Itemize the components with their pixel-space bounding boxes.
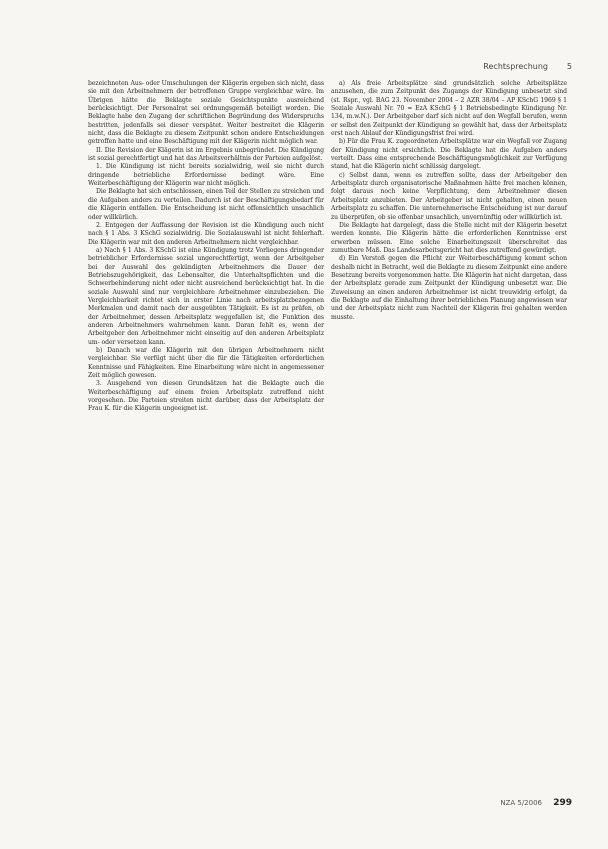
paragraph: b) Danach war die Klägerin mit den übrigen Arbeitnehmern nicht vergleichbar. Sie verfügt nicht über die für die Tätigkeiten erforderlichen Kenntnisse und Fähigkeiten. Eine Einarbeitung wäre nicht in angemessener Zeit möglich gewesen. (88, 347, 324, 380)
section-title: Rechtsprechung (483, 62, 548, 71)
paragraph: 1. Die Kündigung ist nicht bereits sozialwidrig, weil sie nicht durch dringende betriebliche Erfordernisse bedingt wäre. Eine Weiterbeschäftigung der Klägerin war nicht möglich. (88, 163, 324, 188)
page-header (0, 0, 608, 18)
paragraph: a) Nach § 1 Abs. 3 KSchG ist eine Kündigung trotz Vorliegens dringender betrieblicher Erfordernisse sozial ungerechtfertigt, wenn der Arbeitgeber bei der Auswahl des gekündigten Arbeitnehmers die Dauer der Betriebszugehörigkeit, das Lebensalter, die Unterhaltspflichten und die Schwerbehinderung nicht oder nicht ausreichend berücksichtigt hat. In die soziale Auswahl sind nur vergleichbare Arbeitnehmer einzubeziehen. Die Vergleichbarkeit richtet sich in erster Linie nach arbeitsplatzbezogenen Merkmalen und damit nach der ausgeübten Tätigkeit. Es ist zu prüfen, ob der Arbeitnehmer, dessen Arbeitsplatz weggefallen ist, die Funktion des anderen Arbeitnehmers wahrnehmen kann. Daran fehlt es, wenn der Arbeitgeber den Arbeitnehmer nicht einseitig auf den anderen Arbeitsplatz um- oder versetzen kann. (88, 246, 324, 346)
paragraph: bezeichneten Aus- oder Umschulungen der Klägerin ergeben sich nicht, dass sie mit den Arbeitnehmern der betroffenen Gruppe vergleichbar wäre. Im Übrigen hätte die Beklagte soziale Gesichtspunkte ausreichend berücksichtigt. Der Personalrat sei ordnungsgemäß beteiligt worden. Die Beklagte habe den Zugang der schriftlichen Begründung des Widerspruchs bestritten, jedenfalls sei dieser verspätet. Weiter bestreitet die Klägerin nicht, dass die Beklagte zu diesem Zeitpunkt schon andere Entscheidungen getroffen hatte und eine Beschäftigung mit der Klägerin nicht möglich war. (88, 80, 324, 146)
page-number: 299 (553, 798, 572, 808)
paragraph: d) Ein Verstoß gegen die Pflicht zur Weiterbeschäftigung kommt schon deshalb nicht in Betracht, weil die Beklagte zu diesem Zeitpunkt eine andere Besetzung bereits vorgenommen hatte. Die Klägerin hat nicht dargetan, dass der Arbeitsplatz gerade zum Zeitpunkt der Kündigung unbesetzt war. Die Zuweisung an einen anderen Arbeitnehmer ist nicht treuwidrig erfolgt, da die Beklagte auf die Einhaltung ihrer betrieblichen Planung angewiesen war und der Arbeitsplatz nicht zum Nachteil der Klägerin frei gehalten werden musste. (331, 255, 567, 321)
paragraph: Die Beklagte hat sich entschlossen, einen Teil der Stellen zu streichen und die Aufgaben anders zu verteilen. Dadurch ist der Beschäftigungsbedarf für die Klägerin entfallen. Die Entscheidung ist nicht offensichtlich unsachlich oder willkürlich. (88, 188, 324, 221)
page-number-top: 5 (566, 62, 572, 71)
paragraph: b) Für die Frau K. zugeordneten Arbeitsplätze war ein Wegfall vor Zugang der Kündigung nicht ersichtlich. Die Beklagte hat die Aufgaben anders verteilt. Dass eine entsprechende Beschäftigungsmöglichkeit zur Verfügung stand, hat die Klägerin nicht schlüssig dargelegt. (331, 138, 567, 171)
right-column (331, 80, 567, 322)
paragraph: 3. Ausgehend von diesen Grundsätzen hat die Beklagte auch die Weiterbeschäftigung auf einem freien Arbeitsplatz zutreffend nicht vorgesehen. Die Parteien streiten nicht darüber, dass der Arbeitsplatz der Frau K. für die Klägerin ungeeignet ist. (88, 380, 324, 413)
paragraph: c) Selbst dann, wenn es zutreffen sollte, dass der Arbeitgeber den Arbeitsplatz durch organisatorische Maßnahmen hätte frei machen können, folgt daraus noch keine Verpflichtung, dem Arbeitnehmer diesen Arbeitsplatz anzubieten. Der Arbeitgeber ist nicht gehalten, einen neuen Arbeitsplatz zu schaffen. Die unternehmerische Entscheidung ist nur darauf zu überprüfen, ob sie offenbar unsachlich, unvernünftig oder willkürlich ist. (331, 171, 567, 221)
paragraph: Die Beklagte hat dargelegt, dass die Stelle nicht mit der Klägerin besetzt werden konnte. Die Klägerin hätte die erforderlichen Kenntnisse erst erwerben müssen. Eine solche Einarbeitungszeit überschreitet das zumutbare Maß. Das Landesarbeitsgericht hat dies zutreffend gewürdigt. (331, 221, 567, 254)
journal-issue: NZA 5/2006 (500, 799, 542, 807)
paragraph: a) Als freie Arbeitsplätze sind grundsätzlich solche Arbeitsplätze anzusehen, die zum Zeitpunkt des Zugangs der Kündigung unbesetzt sind (st. Rspr., vgl. BAG 23. November 2004 – 2 AZR 38/04 – AP KSchG 1969 § 1 Soziale Auswahl Nr. 70 = EzA KSchG § 1 Betriebsbedingte Kündigung Nr. 134, m.w.N.). Der Arbeitgeber darf sich nicht auf den Wegfall berufen, wenn er selbst den Zeitpunkt der Kündigung so gewählt hat, dass der Arbeitsplatz erst nach Ablauf der Kündigungsfrist frei wird. (331, 80, 567, 138)
paragraph: 2. Entgegen der Auffassung der Revision ist die Kündigung auch nicht nach § 1 Abs. 3 KSchG sozialwidrig. Die Sozialauswahl ist nicht fehlerhaft. Die Klägerin war mit den anderen Arbeitnehmern nicht vergleichbar. (88, 221, 324, 246)
paragraph: II. Die Revision der Klägerin ist im Ergebnis unbegründet. Die Kündigung ist sozial gerechtfertigt und hat das Arbeitsverhältnis der Parteien aufgelöst. (88, 146, 324, 163)
left-column (88, 80, 324, 414)
